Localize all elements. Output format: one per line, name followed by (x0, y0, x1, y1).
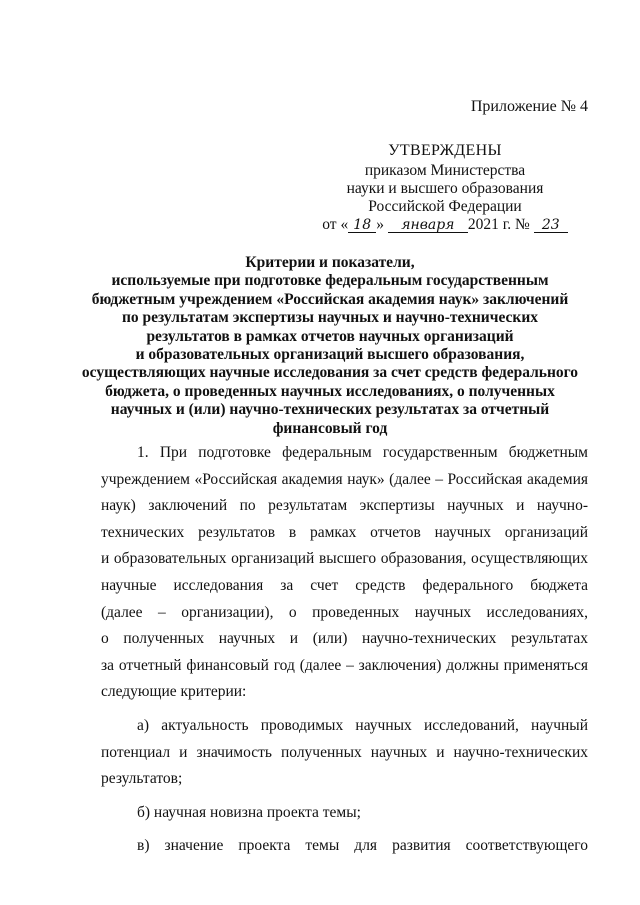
title-line: по результатам экспертизы научных и научно-технических (121, 309, 539, 327)
order-number-handwritten: 23 (534, 218, 568, 233)
paragraph-line: результатов; (101, 770, 183, 788)
document-body (101, 440, 588, 860)
title-line: бюджетным учреждением «Российская академия наук» заключений (91, 290, 569, 308)
order-mid: » (376, 216, 384, 233)
paragraph-line: в) значение проекта темы для развития соответствующего (137, 837, 588, 855)
paragraph-line: учреждением «Российская академия наук» (далее – Российская академия (101, 470, 588, 488)
paragraph-line: о полученных научных и (или) научно-технических результатах (101, 630, 588, 648)
paragraph-line: за отчетный финансовый год (далее – заключения) должны применяться (101, 656, 588, 674)
title-line: результатов в рамках отчетов научных организаций (146, 327, 514, 345)
title-line: Критерии и показатели, (245, 254, 415, 271)
paragraph-line: и образовательных организаций высшего образования, осуществляющих (101, 550, 588, 568)
order-day-handwritten: 18 (348, 218, 376, 233)
paragraph-line: наук) заключений по результатам экспертизы научных и научно- (101, 497, 588, 515)
paragraph-line: следующие критерии: (101, 683, 247, 701)
paragraph-line: а) актуальность проводимых научных исследований, научный (137, 716, 588, 734)
title-line: бюджета, о проведенных научных исследованиях, о полученных (105, 382, 555, 400)
title-line: финансовый год (272, 419, 388, 437)
order-year: 2021 г. № (467, 216, 530, 233)
appendix-label: Приложение № 4 (470, 98, 588, 115)
approved-line: Российской Федерации (368, 198, 522, 215)
paragraph-line: б) научная новизна проекта темы; (137, 803, 361, 821)
title-line: осуществляющих научные исследования за счет средств федерального (81, 364, 579, 382)
order-date-line (310, 216, 580, 234)
title-line: используемые при подготовке федеральным государственным (111, 272, 549, 290)
paragraph-1 (101, 440, 588, 706)
order-prefix: от « (322, 216, 349, 233)
approved-line: приказом Министерства (364, 162, 526, 179)
paragraph-line: 1. При подготовке федеральным государственным бюджетным (137, 444, 588, 461)
document-title (70, 254, 590, 438)
approval-block (310, 142, 580, 234)
criterion-a (101, 713, 588, 793)
paragraph-line: (далее – организации), о проведенных научных исследованиях, (101, 603, 588, 621)
criterion-c (101, 833, 588, 860)
criterion-b (101, 800, 588, 827)
paragraph-line: научные исследования за счет средств федерального бюджета (101, 576, 588, 594)
title-line: и образовательных организаций высшего образования, (135, 346, 525, 364)
approved-line: науки и высшего образования (346, 180, 544, 197)
order-month-handwritten: января (388, 218, 468, 233)
approved-title: УТВЕРЖДЕНЫ (388, 142, 502, 159)
paragraph-line: технических результатов в рамках отчетов научных организаций (101, 523, 588, 541)
paragraph-line: потенциал и значимость полученных научных и научно-технических (101, 743, 588, 761)
title-line: научных и (или) научно-технических результатах за отчетный (110, 401, 550, 419)
